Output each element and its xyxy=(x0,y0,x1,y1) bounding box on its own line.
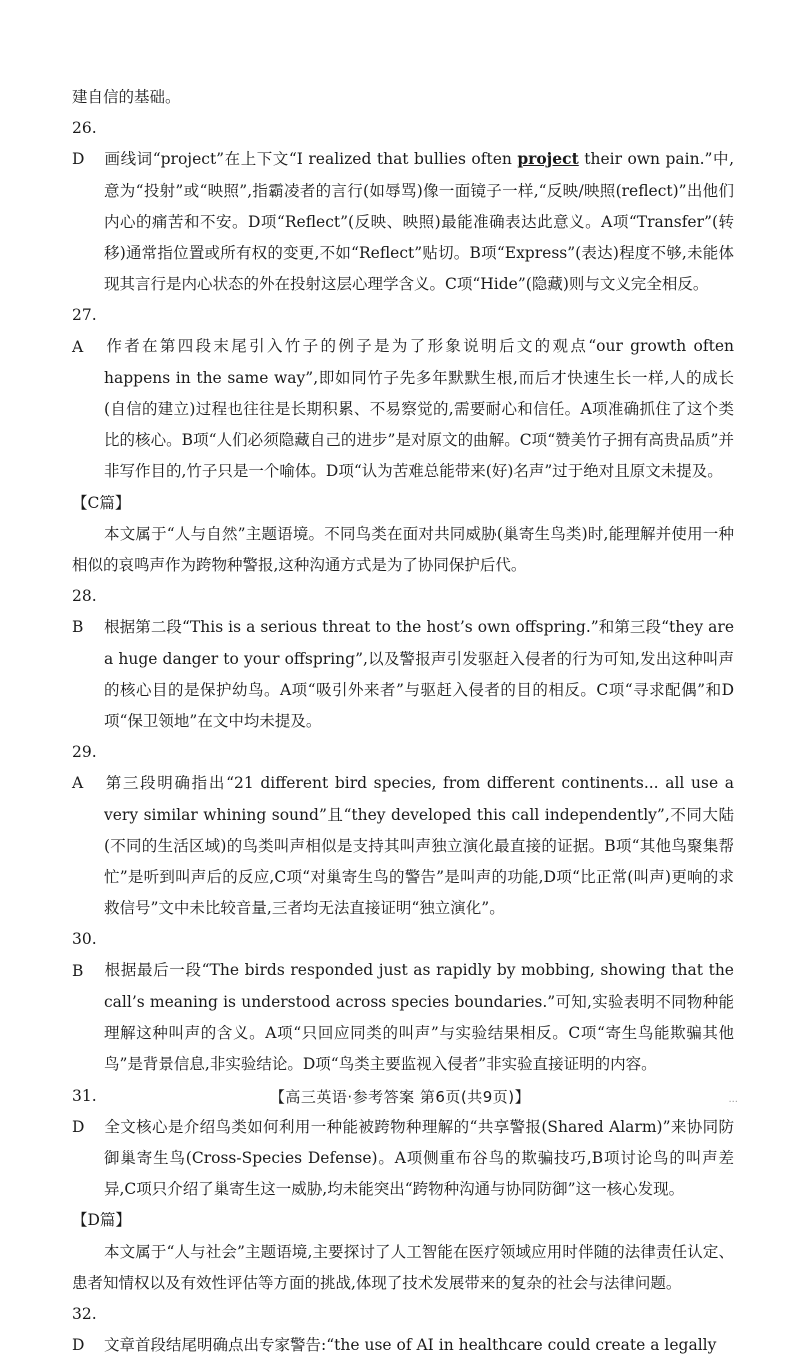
underlined-word: project xyxy=(517,149,579,169)
answer-item-27 xyxy=(72,300,734,487)
corner-mark: ... xyxy=(728,1094,738,1105)
answer-number: 30. B xyxy=(72,930,97,980)
answer-text: 文章首段结尾明确点出专家警告:“the use of AI in healthcare could create a legally xyxy=(104,1336,717,1355)
answer-text-post: their own pain.”中,意为“投射”或“映照”,指霸凌者的言行(如辱骂)像一面镜子一样,“反映/映照(reflect)”出他们内心的痛苦和不安。D项“Reflect”(反映、映照)最能准确表达此意义。A项“Transfer”(转移)通常指位置或所有权的变更,不如“Reflect”贴切。B项“Express”(表达)程度不够,未能体现其言行是内心状态的外在投射这层心理学含义。C项“Hide”(隐藏)则与文义完全相反。 xyxy=(104,150,734,294)
answer-number: 27. A xyxy=(72,306,97,356)
answer-item-32 xyxy=(72,1299,734,1361)
page-footer: 【高三英语·参考答案 第6页(共9页)】 xyxy=(269,1088,531,1106)
answer-number: 32. D xyxy=(72,1304,97,1355)
section-c-heading: 【C篇】 xyxy=(72,493,131,512)
answer-text: 第三段明确指出“21 different bird species, from different continents... all use a very similar whining sound”且“they developed this call independently”,不同大陆(不同的生活区域)的鸟类叫声相似是支持其叫声独立演化最直接的证据。B项“其他鸟聚集帮忙”是听到叫声后的反应,C项“对巢寄生鸟的警告”是叫声的功能,D项“比正常(叫声)更响的求救信号”文中未比较音量,三者均无法直接证明“独立演化”。 xyxy=(104,774,734,918)
answer-number: 31. D xyxy=(72,1086,97,1136)
answer-content xyxy=(72,82,734,1361)
section-d-intro: 本文属于“人与社会”主题语境,主要探讨了人工智能在医疗领域应用时伴随的法律责任认定、患者知情权以及有效性评估等方面的挑战,体现了技术发展带来的复杂的社会与法律问题。 xyxy=(72,1242,734,1292)
answer-text: 全文核心是介绍鸟类如何利用一种能被跨物种理解的“共享警报(Shared Alarm)”来协同防御巢寄生鸟(Cross-Species Defense)。A项侧重布谷鸟的欺骗技巧,B项讨论鸟的叫声差异,C项只介绍了巢寄生这一威胁,均未能突出“跨物种沟通与协同防御”这一核心发现。 xyxy=(104,1117,734,1199)
answer-number: 26. D xyxy=(72,119,97,169)
answer-item-28 xyxy=(72,581,734,737)
section-d-heading: 【D篇】 xyxy=(72,1211,131,1230)
answer-text: 作者在第四段末尾引入竹子的例子是为了形象说明后文的观点“our growth often happens in the same way”,即如同竹子先多年默默生根,而后才快速生长一样,人的成长(自信的建立)过程也往往是长期积累、不易察觉的,需要耐心和信任。A项准确抓住了这个类比的核心。B项“人们必须隐藏自己的进步”是对原文的曲解。C项“赞美竹子拥有高贵品质”并非写作目的,竹子只是一个喻体。D项“认为苦难总能带来(好)名声”过于绝对且原文未提及。 xyxy=(104,337,734,481)
answer-text-pre: 画线词“project”在上下文“I realized that bullies often xyxy=(104,150,518,169)
top-line: 建自信的基础。 xyxy=(72,88,181,106)
answer-item-30 xyxy=(72,924,734,1080)
answer-number: 28. B xyxy=(72,587,97,637)
answer-text: 根据最后一段“The birds responded just as rapidly by mobbing, showing that the call’s meaning is understood across species boundaries.”可知,实验表明不同物种能理解这种叫声的含义。A项“只回应同类的叫声”与实验结果相反。C项“寄生鸟能欺骗其他鸟”是背景信息,非实验结论。D项“鸟类主要监视入侵者”非实验直接证明的内容。 xyxy=(104,961,734,1074)
answer-number: 29. A xyxy=(72,743,97,793)
answer-text: 根据第二段“This is a serious threat to the host’s own offspring.”和第三段“they are a huge danger to your offspring”,以及警报声引发驱赶入侵者的行为可知,发出这种叫声的核心目的是保护幼鸟。A项“吸引外来者”与驱赶入侵者的目的相反。C项“寻求配偶”和D项“保卫领地”在文中均未提及。 xyxy=(104,618,734,731)
answer-item-26 xyxy=(72,113,734,300)
answer-item-29 xyxy=(72,737,734,924)
section-c-intro: 本文属于“人与自然”主题语境。不同鸟类在面对共同威胁(巢寄生鸟类)时,能理解并使用一种相似的哀鸣声作为跨物种警报,这种沟通方式是为了协同保护后代。 xyxy=(72,524,734,575)
